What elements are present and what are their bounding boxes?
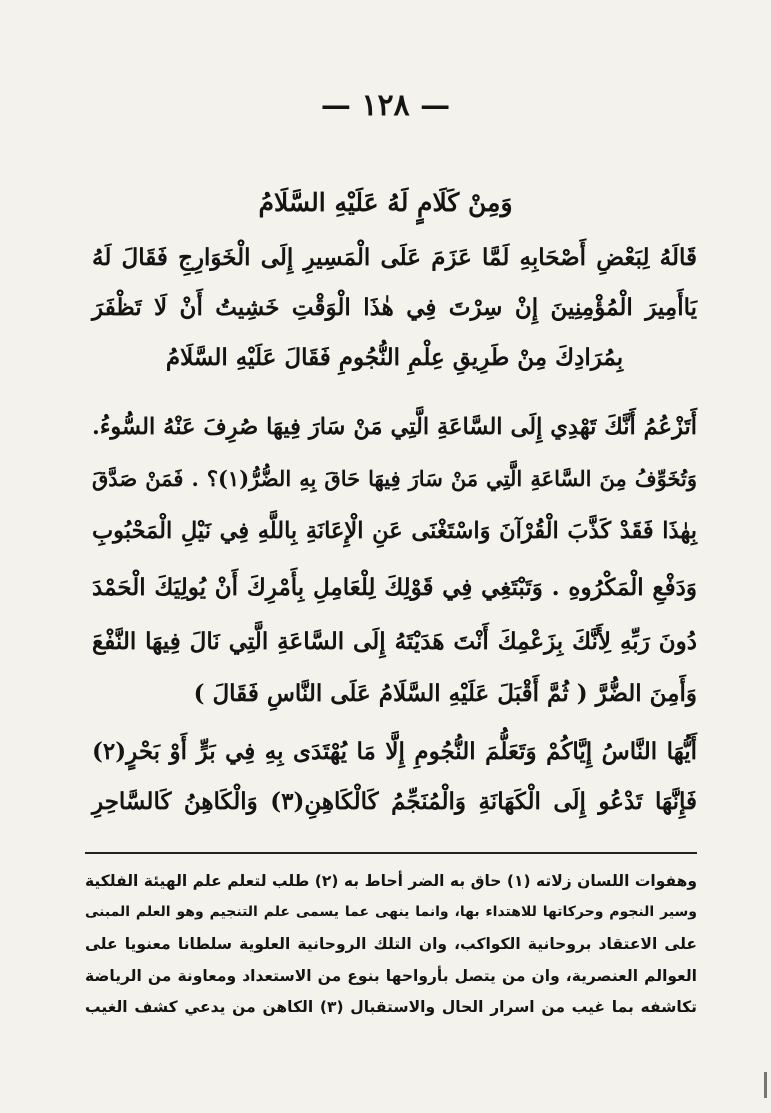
page-edge-mark: [764, 1072, 767, 1098]
text-line: قَالَهُ لِبَعْضِ أَصْحَابِهِ لَمَّا عَزَمَ عَلَى الْمَسِيرِ إِلَى الْخَوَارِجِ فَقَالَ لَهُ: [92, 244, 697, 271]
text-line: دُونَ رَبِّهِ لِأَنَّكَ بِزَعْمِكَ أَنْتَ هَدَيْتَهُ إِلَى السَّاعَةِ الَّتِي نَالَ فِيهَا النَّفْعَ: [92, 628, 697, 655]
footnote-line: العوالم العنصرية، وان من يتصل بأرواحها بنوع من الاستعداد ومعاونة من الرياضة: [85, 967, 697, 985]
footnote-line: تكاشفه بما غيب من اسرار الحال والاستقبال (٣) الكاهن من يدعي كشف الغيب: [85, 998, 697, 1016]
text-line: فَإِنَّهَا تَدْعُو إِلَى الْكَهَانَةِ وَالْمُنَجِّمُ كَالْكَاهِنِ(٣) وَالْكَاهِنُ كَالسَّاحِرِ: [92, 788, 697, 815]
footnote-line: وهفوات اللسان زلاته (١) حاق به الضر أحاط به (٢) طلب لتعلم علم الهيئة الفلكية: [85, 872, 697, 890]
page-number: — ١٢٨ —: [320, 88, 451, 123]
footnote-line: وسير النجوم وحركاتها للاهتداء بها، وانما ينهى عما يسمى علم التنجيم وهو العلم المبنى: [85, 904, 697, 920]
text-line: بِمُرَادِكَ مِنْ طَرِيقِ عِلْمِ النُّجُومِ فَقَالَ عَلَيْهِ السَّلَامُ: [165, 344, 624, 371]
section-heading: وَمِنْ كَلَامٍ لَهُ عَلَيْهِ السَّلَامُ: [258, 188, 513, 217]
text-line: أَتَزْعُمُ أَنَّكَ تَهْدِي إِلَى السَّاعَةِ الَّتِي مَنْ سَارَ فِيهَا صُرِفَ عَنْهُ السُّوءُ.: [92, 414, 697, 440]
footnote-rule: [85, 852, 697, 854]
text-line: بِهٰذَا فَقَدْ كَذَّبَ الْقُرْآنَ وَاسْتَغْنَى عَنِ الْإِعَانَةِ بِاللَّهِ فِي نَيْلِ الْمَحْبُوبِ: [92, 518, 697, 544]
footnote-line: على الاعتقاد بروحانية الكواكب، وان التلك الروحانية العلوية سلطانا معنويا على: [85, 935, 697, 953]
text-line: وَدَفْعِ الْمَكْرُوهِ . وَتَبْتَغِي فِي قَوْلِكَ لِلْعَامِلِ بِأَمْرِكَ أَنْ يُولِيَكَ الْحَمْدَ: [92, 574, 697, 601]
text-line: يَاأَمِيرَ الْمُؤْمِنِينَ إِنْ سِرْتَ فِي هٰذَا الْوَقْتِ خَشِيتُ أَنْ لَا تَظْفَرَ: [92, 294, 697, 321]
text-line: وَتُخَوِّفُ مِنَ السَّاعَةِ الَّتِي مَنْ سَارَ فِيهَا حَاقَ بِهِ الضُّرُّ(١)؟ . فَمَنْ صَدَّقَ: [92, 466, 697, 491]
text-line: أَيُّهَا النَّاسُ إِيَّاكُمْ وَتَعَلُّمَ النُّجُومِ إِلَّا مَا يُهْتَدَى بِهِ فِي بَرٍّ أَوْ بَحْرٍ(٢): [92, 738, 697, 765]
text-line: وَأَمِنَ الضُّرَّ ( ثُمَّ أَقْبَلَ عَلَيْهِ السَّلَامُ عَلَى النَّاسِ فَقَالَ ): [193, 680, 697, 707]
